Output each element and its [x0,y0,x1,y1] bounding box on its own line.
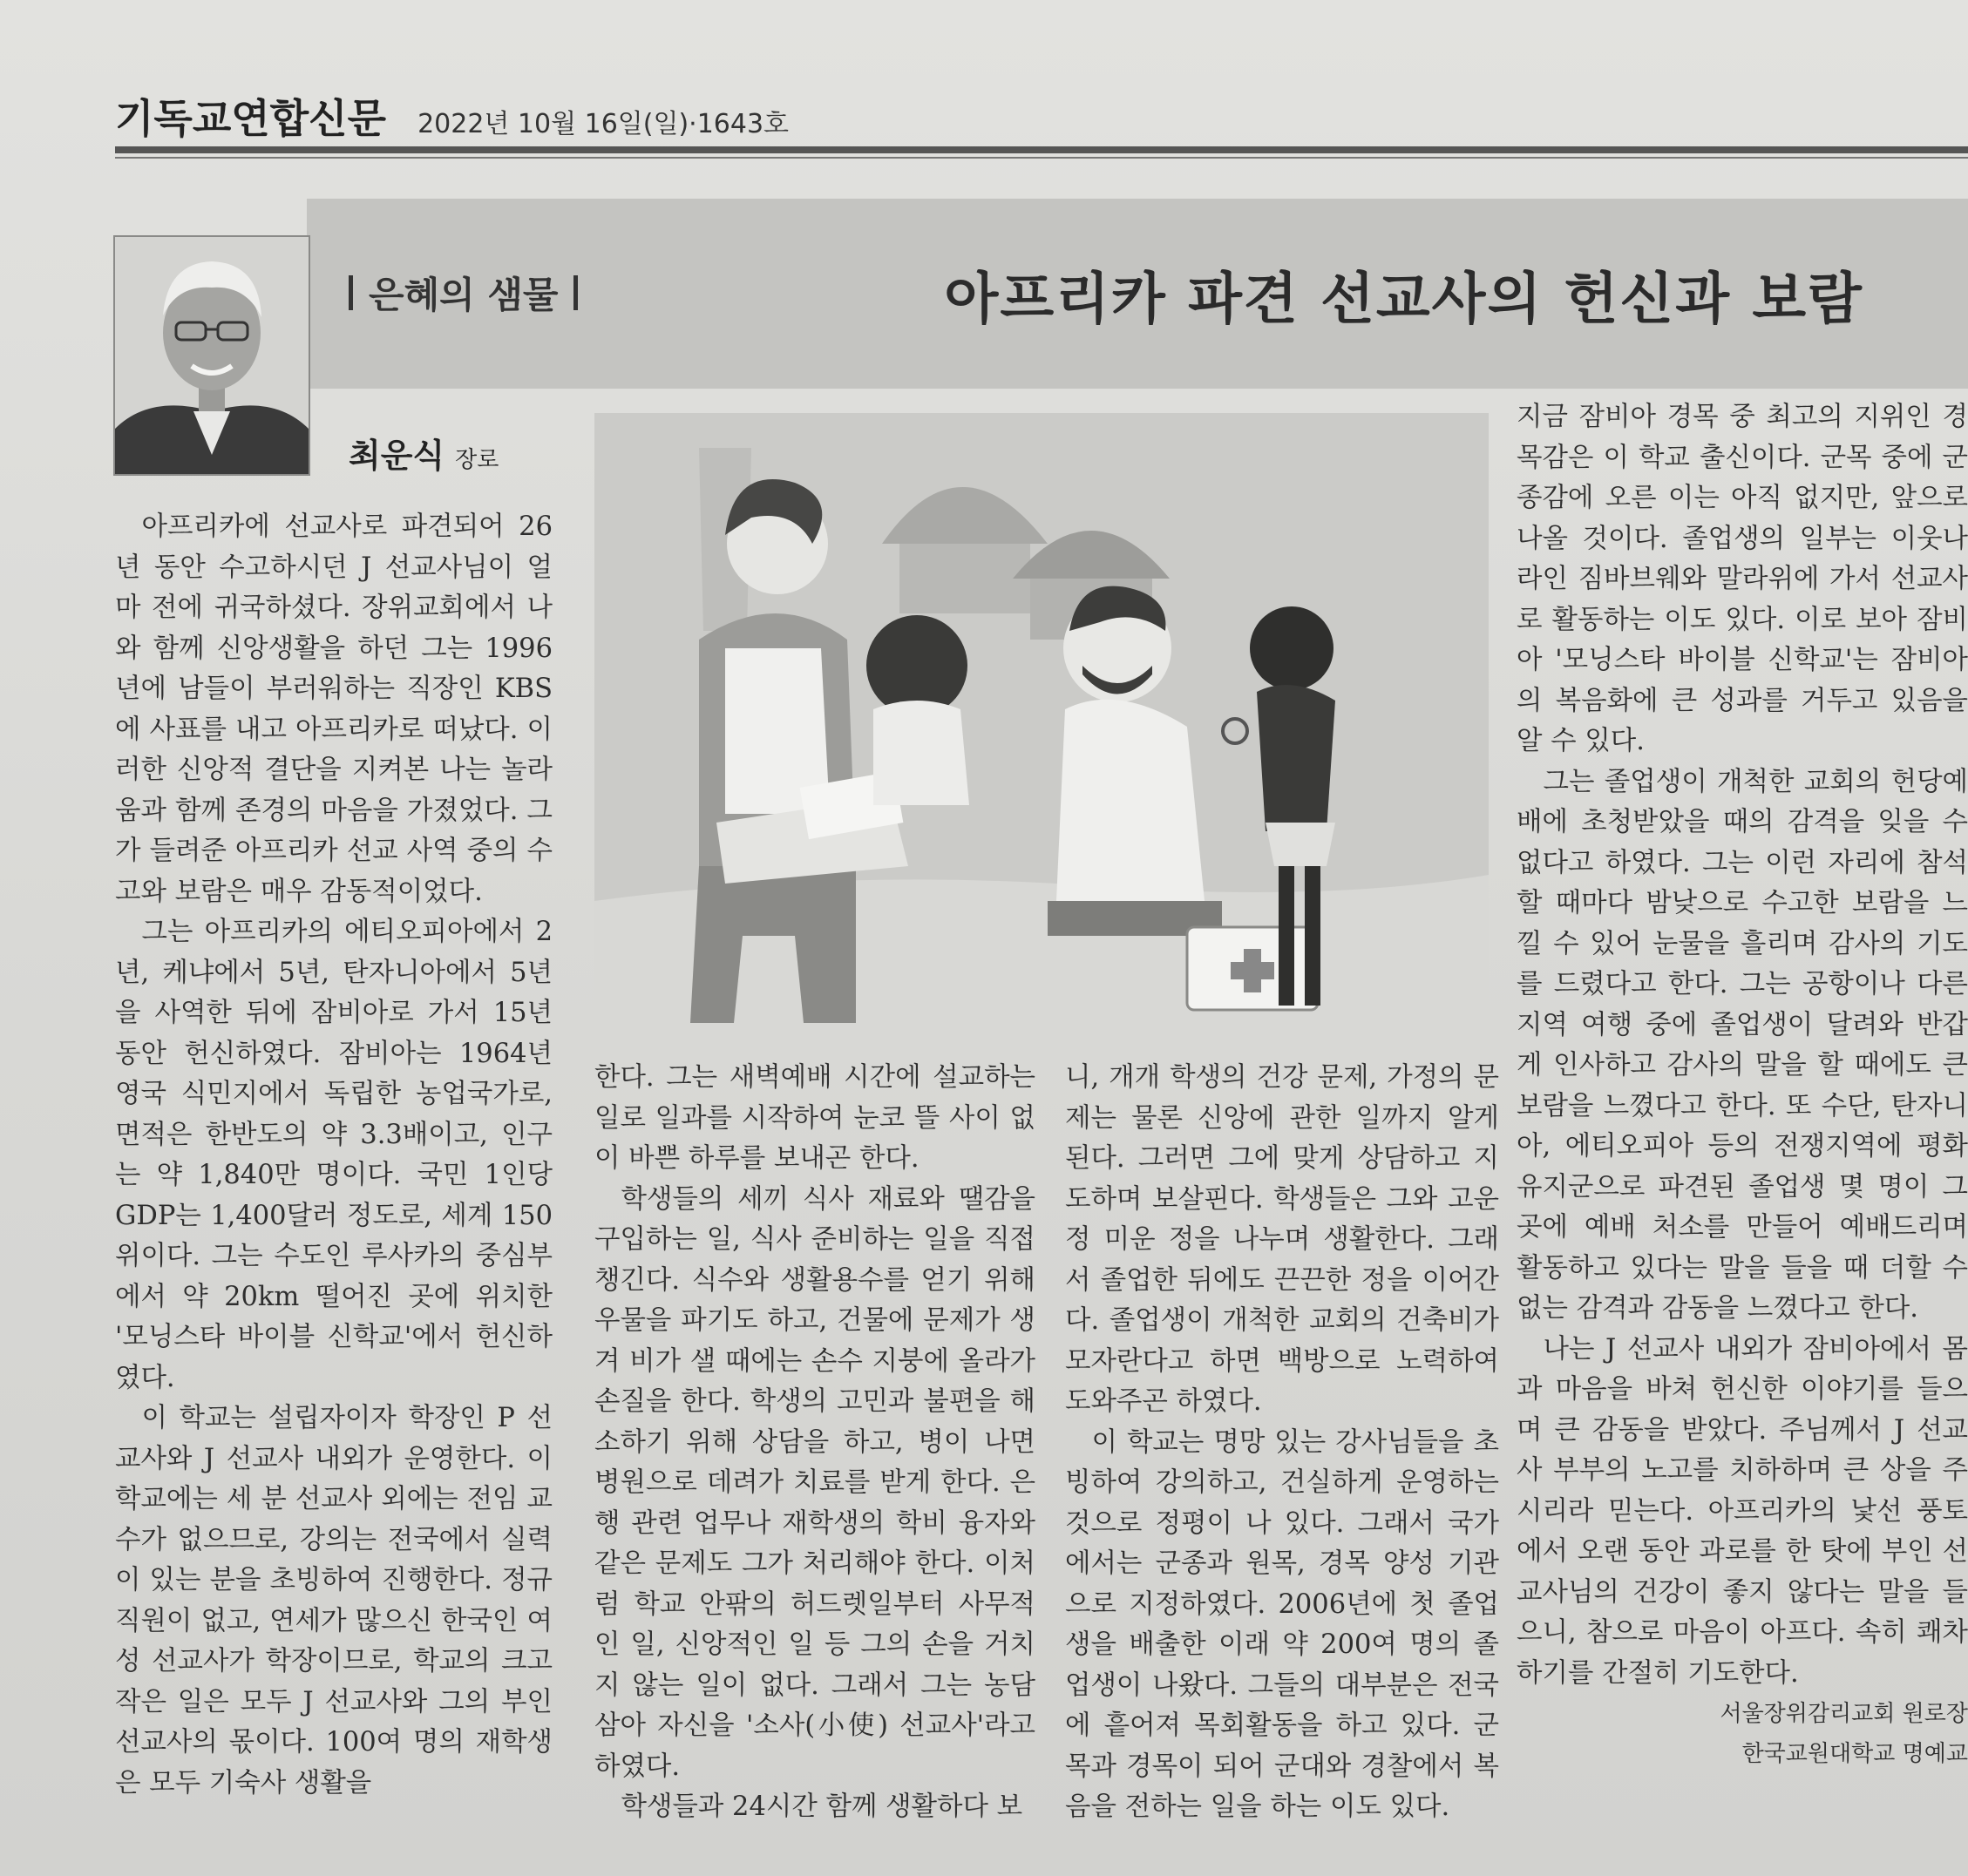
paragraph: 그는 졸업생이 개척한 교회의 헌당예배에 초청받았을 때의 감격을 잊을 수 없다고 하였다. 그는 이런 자리에 참석할 때마다 밤낮으로 수고한 보람을 느낄 수 있어 눈물을 흘리며 감사의 기도를 드렸다고 한다. 그는 공항이나 다른 지역 여행 중에 졸업생이 달려와 반갑게 인사하고 감사의 말을 할 때에도 큰 보람을 느꼈다고 한다. 또 수단, 탄자니아, 에티오피아 등의 전쟁지역에 평화유지군으로 파견된 졸업생 몇 명이 그곳에 예배 처소를 만들어 예배드리며 활동하고 있다는 말을 들을 때 더할 수 없는 감격과 감동을 느꼈다고 한다. [1517,766,1968,1324]
author-affiliation-2: 한국교원대학교 명예교 [1741,1741,1968,1767]
paragraph: 그는 아프리카의 에티오피아에서 2년, 케냐에서 5년, 탄자니아에서 5년을 사역한 뒤에 잠비아로 가서 15년 동안 헌신하였다. 잠비아는 1964년 영국 식민지에서 독립한 농업국가로, 면적은 한반도의 약 3.3배이고, 인구는 약 1,840만 명이다. 국민 1인당 GDP는 1,400달러 정도로, 세계 150위이다. 그는 수도인 루사카의 중심부에서 약 20km 떨어진 곳에 위치한 '모닝스타 바이블 신학교'에서 헌신하였다. [115,917,553,1393]
article-illustration [594,413,1489,1033]
column-title-bar-left [349,275,353,310]
byline [349,429,499,477]
paragraph: 학생들과 24시간 함께 생활하다 보 [621,1791,1023,1822]
paragraph: 이 학교는 명망 있는 강사님들을 초빙하여 강의하고, 건실하게 운영하는 것으로 정평이 나 있다. 그래서 국가에서는 군종과 원목, 경목 양성 기관으로 지정하였다. 2006년에 첫 졸업생을 배출한 이래 약 200여 명의 졸업생이 나왔다. 그들의 대부분은 전국에 흩어져 목회활동을 하고 있다. 군목과 경목이 되어 군대와 경찰에서 복음을 전하는 일을 하는 이도 있다. [1065,1426,1499,1822]
author-affiliation-1: 서울장위감리교회 원로장 [1720,1701,1968,1727]
author-title: 장로 [455,447,499,473]
article-column-1 [115,507,553,1804]
column-title-bar-right [573,275,578,310]
paragraph: 지금 잠비아 경목 중 최고의 지위인 경목감은 이 학교 출신이다. 군목 중에 군종감에 오른 이는 아직 없지만, 앞으로 나올 것이다. 졸업생의 일부는 이웃나라인 짐바브웨와 말라위에 가서 선교사로 활동하는 이도 있다. 이로 보아 잠비아 '모닝스타 바이블 신학교'는 잠비아의 복음화에 큰 성과를 거두고 있음을 알 수 있다. [1517,402,1968,756]
masthead-rule-thin [115,157,1968,159]
author-photo [113,235,310,476]
article-column-3 [1065,1058,1499,1828]
column-title [349,267,578,319]
paragraph: 학생들의 세끼 식사 재료와 땔감을 구입하는 일, 식사 준비하는 일을 직접 챙긴다. 식수와 생활용수를 얻기 위해 우물을 파기도 하고, 건물에 문제가 생겨 비가 샐 때에는 손수 지붕에 올라가 손질을 한다. 학생의 고민과 불편을 해소하기 위해 상담을 하고, 병이 나면 병원으로 데려가 치료를 받게 한다. 은행 관련 업무나 재학생의 학비 융자와 같은 문제도 그가 처리해야 한다. 이처럼 학교 안팎의 허드렛일부터 사무적인 일, 신앙적인 일 등 그의 손을 거치지 않는 일이 없다. 그래서 그는 농담 삼아 자신을 '소사(小使) 선교사'라고 하였다. [594,1183,1035,1782]
paragraph: 니, 개개 학생의 건강 문제, 가정의 문제는 물론 신앙에 관한 일까지 알게 된다. 그러면 그에 맞게 상담하고 지도하며 보살핀다. 학생들은 그와 고운 정 미운 정을 나누며 생활한다. 그래서 졸업한 뒤에도 끈끈한 정을 이어간다. 졸업생이 개척한 교회의 건축비가 모자란다고 하면 백방으로 노력하여 도와주곤 하였다. [1065,1062,1499,1417]
author-name: 최운식 [349,437,445,475]
paragraph: 나는 J 선교사 내외가 잠비아에서 몸과 마음을 바쳐 헌신한 이야기를 들으며 큰 감동을 받았다. 주님께서 J 선교사 부부의 노고를 치하하며 큰 상을 주시리라 믿는다. 아프리카의 낯선 풍토에서 오랜 동안 과로를 한 탓에 부인 선교사님의 건강이 좋지 않다는 말을 들으니, 참으로 마음이 아프다. 속히 쾌차하기를 간절히 기도한다. [1517,1333,1968,1689]
masthead [115,87,789,148]
article-column-2 [594,1058,1035,1828]
newspaper-name: 기독교연합신문 [115,95,387,142]
paragraph: 이 학교는 설립자이자 학장인 P 선교사와 J 선교사 내외가 운영한다. 이 학교에는 세 분 선교사 외에는 전임 교수가 없으므로, 강의는 전국에서 실력이 있는 분을 초빙하여 진행한다. 정규 직원이 없고, 연세가 많으신 한국인 여성 선교사가 학장이므로, 학교의 크고 작은 일은 모두 J 선교사와 그의 부인 선교사의 몫이다. 100여 명의 재학생은 모두 기숙사 생활을 [115,1403,553,1798]
paragraph: 한다. 그는 새벽예배 시간에 설교하는 일로 일과를 시작하여 눈코 뜰 사이 없이 바쁜 하루를 보내곤 한다. [594,1062,1035,1174]
issue-date: 2022년 10월 16일(일)·1643호 [417,109,790,139]
paragraph: 아프리카에 선교사로 파견되어 26년 동안 수고하시던 J 선교사님이 얼마 전에 귀국하셨다. 장위교회에서 나와 함께 신앙생활을 하던 그는 1996년에 남들이 부러워하는 직장인 KBS에 사표를 내고 아프리카로 떠났다. 이러한 신앙적 결단을 지켜본 나는 놀라움과 함께 존경의 마음을 가졌었다. 그가 들려준 아프리카 선교 사역 중의 수고와 보람은 매우 감동적이었다. [115,511,553,907]
article-column-4 [1517,397,1968,1774]
headline: 아프리카 파견 선교사의 헌신과 보람 [944,268,1863,332]
masthead-rule [115,146,1968,153]
column-title-text: 은혜의 샘물 [369,274,559,316]
